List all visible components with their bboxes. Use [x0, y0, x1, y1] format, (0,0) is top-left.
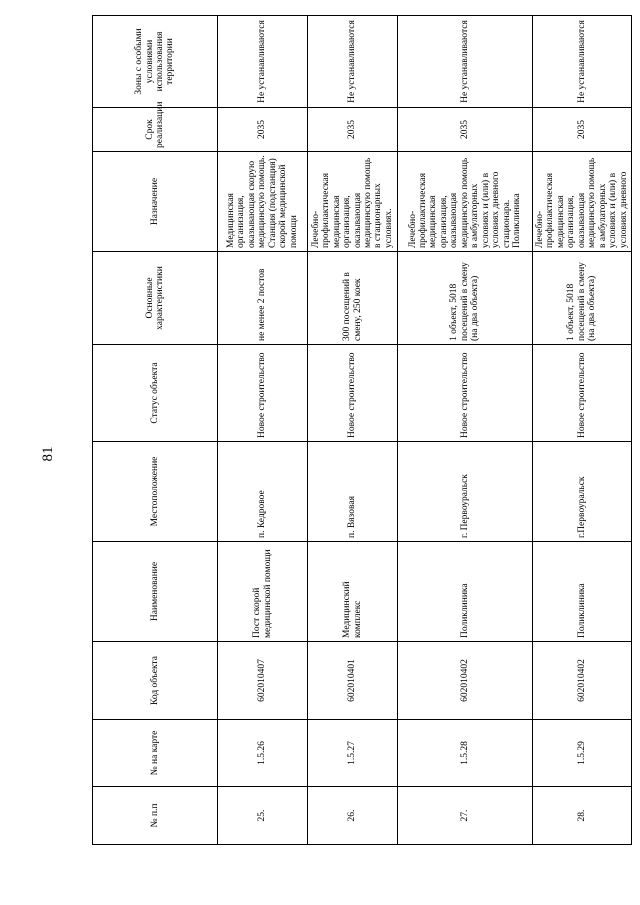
- cell-num: 26.: [308, 787, 398, 845]
- header-deadline: Срок реализации: [93, 108, 218, 152]
- cell-location: г. Первоуральск: [398, 442, 533, 542]
- table-row: [398, 16, 533, 845]
- cell-characteristics: 1 объект, 5018 посещений в смену (на два объекта): [533, 252, 632, 345]
- cell-map-no: 1.5.29: [533, 720, 632, 787]
- cell-map-no: 1.5.26: [218, 720, 308, 787]
- header-name: Наименование: [93, 542, 218, 642]
- cell-num: 25.: [218, 787, 308, 845]
- cell-code: 602010402: [533, 642, 632, 720]
- cell-purpose: Лечебно-профилактическая медицинская организация, оказывающая медицинскую помощь в стационарных условиях.: [308, 152, 398, 252]
- cell-code: 602010402: [398, 642, 533, 720]
- cell-map-no: 1.5.28: [398, 720, 533, 787]
- table-header-row: [93, 16, 218, 845]
- cell-map-no: 1.5.27: [308, 720, 398, 787]
- cell-characteristics: 1 объект, 5018 посещений в смену (на два объекта): [398, 252, 533, 345]
- cell-code: 602010401: [308, 642, 398, 720]
- objects-table: [92, 15, 632, 845]
- cell-characteristics: 300 посещений в смену, 250 коек: [308, 252, 398, 345]
- header-purpose: Назначение: [93, 152, 218, 252]
- cell-num: 28.: [533, 787, 632, 845]
- cell-status: Новое строительство: [533, 345, 632, 442]
- header-code: Код объекта: [93, 642, 218, 720]
- cell-deadline: 2035: [533, 108, 632, 152]
- cell-name: Пост скорой медицинской помощи: [218, 542, 308, 642]
- cell-location: п. Вязовая: [308, 442, 398, 542]
- page-number: 81: [40, 446, 56, 462]
- cell-zones: Не устанавливаются: [308, 16, 398, 108]
- header-location: Местоположение: [93, 442, 218, 542]
- cell-num: 27.: [398, 787, 533, 845]
- cell-deadline: 2035: [398, 108, 533, 152]
- cell-purpose: Лечебно-профилактическая медицинская организация, оказывающая медицинскую помощь в амбулаторных условиях и (или) в условиях дневного: [533, 152, 632, 252]
- table-row: [308, 16, 398, 845]
- cell-name: Поликлиника: [533, 542, 632, 642]
- header-characteristics: Основные характеристики: [93, 252, 218, 345]
- cell-name: Медицинский комплекс: [308, 542, 398, 642]
- cell-code: 602010407: [218, 642, 308, 720]
- cell-location: п. Кедровое: [218, 442, 308, 542]
- table-row: [218, 16, 308, 845]
- header-map-no: № на карте: [93, 720, 218, 787]
- table-row: [533, 16, 632, 845]
- header-status: Статус объекта: [93, 345, 218, 442]
- cell-purpose: Лечебно-профилактическая медицинская организация, оказывающая медицинскую помощь в амбулаторных условиях и (или) в условиях дневного стационара. Поликлиника: [398, 152, 533, 252]
- cell-zones: Не устанавливаются: [218, 16, 308, 108]
- header-zones: Зоны с особыми условиями использования территории: [93, 16, 218, 108]
- cell-deadline: 2035: [218, 108, 308, 152]
- cell-zones: Не устанавливаются: [533, 16, 632, 108]
- cell-characteristics: не менее 2 постов: [218, 252, 308, 345]
- header-num: № п.п: [93, 787, 218, 845]
- cell-status: Новое строительство: [308, 345, 398, 442]
- cell-purpose: Медицинская организация, оказывающая скорую медицинскую помощь. Станция (подстанция) скорой медицинской помощи: [218, 152, 308, 252]
- cell-status: Новое строительство: [218, 345, 308, 442]
- cell-zones: Не устанавливаются: [398, 16, 533, 108]
- cell-name: Поликлиника: [398, 542, 533, 642]
- cell-location: г.Первоуральск: [533, 442, 632, 542]
- rotated-table-container: [92, 16, 629, 845]
- cell-status: Новое строительство: [398, 345, 533, 442]
- cell-deadline: 2035: [308, 108, 398, 152]
